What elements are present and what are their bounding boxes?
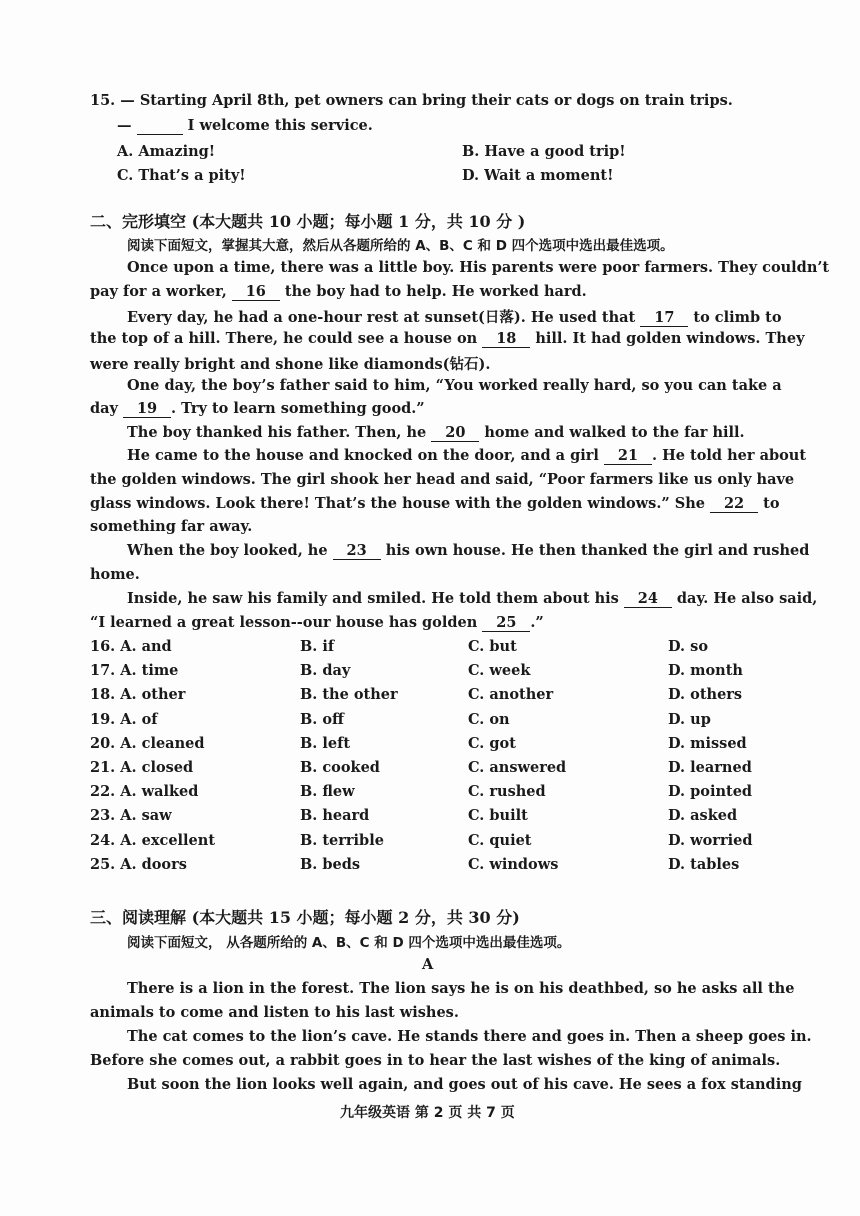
cloze-text: Every day, he had a one-hour rest at sunset(日落). He used that: [127, 309, 636, 326]
blank-25: 25: [482, 614, 530, 632]
cloze-line-13: [127, 542, 810, 560]
cloze-text: He came to the house and knocked on the door, and a girl: [127, 447, 599, 464]
choice-option: B. beds: [300, 855, 361, 873]
choice-option: 25. A. doors: [90, 855, 187, 873]
passage-label: A: [422, 956, 434, 973]
blank-19: 19: [123, 400, 171, 418]
choice-option: B. if: [300, 638, 335, 655]
blank-22: 22: [710, 495, 758, 513]
cloze-text: . He told her about: [651, 447, 807, 464]
cloze-line-12: something far away.: [90, 518, 253, 535]
q15-dash: —: [117, 117, 132, 134]
choice-option: D. pointed: [668, 783, 753, 801]
choice-option: 21. A. closed: [90, 759, 194, 776]
section2-title: 二、完形填空 (本大题共 10 小题；每小题 1 分，共 10 分 ): [90, 212, 526, 231]
cloze-line-14: home.: [90, 566, 140, 583]
cloze-text: day. He also said,: [676, 590, 818, 607]
choice-option: B. cooked: [300, 759, 380, 776]
blank-24: 24: [624, 590, 672, 608]
choice-option: D. others: [668, 686, 743, 704]
cloze-text: glass windows. Look there! That’s the house with the golden windows.” She: [90, 495, 705, 512]
reading-line-4: Before she comes out, a rabbit goes in to hear the last wishes of the king of animals.: [90, 1052, 781, 1069]
choice-option: C. quiet: [468, 831, 532, 849]
blank-20: 20: [431, 424, 479, 442]
section3-instruction: 阅读下面短文， 从各题所给的 A、B、C 和 D 四个选项中选出最佳选项。: [127, 935, 571, 951]
cloze-line-16: [90, 614, 760, 632]
cloze-text: Inside, he saw his family and smiled. He told them about his: [127, 590, 619, 607]
cloze-line-11: [90, 495, 780, 513]
reading-line-5: But soon the lion looks well again, and goes out of his cave. He sees a fox standing: [127, 1076, 802, 1093]
q15-blank: [137, 117, 183, 135]
cloze-line-7: [90, 400, 760, 418]
q15-reply: [117, 117, 373, 135]
choice-option: 17. A. time: [90, 662, 179, 680]
cloze-text: to climb to: [693, 309, 782, 326]
blank-18: 18: [482, 330, 530, 348]
cloze-text: hill. It had golden windows. They: [535, 330, 805, 347]
blank-21: 21: [604, 447, 652, 465]
choice-option: C. got: [468, 734, 516, 752]
cloze-text: The boy thanked his father. Then, he: [127, 424, 427, 441]
cloze-text: home and walked to the far hill.: [484, 424, 745, 441]
cloze-line-1: Once upon a time, there was a little boy. His parents were poor farmers. They couldn’t: [127, 259, 830, 276]
choice-option: C. answered: [468, 759, 567, 776]
cloze-text: to: [763, 495, 780, 512]
cloze-line-8: [127, 424, 797, 442]
blank-23: 23: [333, 542, 381, 560]
choice-option: D. worried: [668, 831, 753, 849]
choice-option: C. week: [468, 662, 531, 680]
choice-option: D. learned: [668, 759, 752, 776]
choice-option: D. up: [668, 710, 711, 728]
cloze-text: day: [90, 400, 118, 417]
choice-option: C. rushed: [468, 783, 546, 801]
q15-option-a: A. Amazing!: [117, 143, 216, 160]
section3-title: 三、阅读理解 (本大题共 15 小题；每小题 2 分，共 30 分): [90, 908, 520, 927]
q15-option-c: C. That’s a pity!: [117, 167, 246, 184]
choice-option: 20. A. cleaned: [90, 734, 205, 752]
reading-line-3: The cat comes to the lion’s cave. He stands there and goes in. Then a sheep goes in.: [127, 1028, 812, 1045]
cloze-text: “I learned a great lesson--our house has golden: [90, 614, 478, 631]
choice-option: B. the other: [300, 686, 398, 704]
cloze-line-4: [90, 330, 805, 348]
cloze-text: pay for a worker,: [90, 283, 227, 300]
choice-option: 24. A. excellent: [90, 831, 216, 849]
choice-option: B. flew: [300, 783, 355, 801]
section2-instruction: 阅读下面短文，掌握其大意，然后从各题所给的 A、B、C 和 D 四个选项中选出最佳选项。: [127, 238, 674, 254]
blank-16: 16: [232, 283, 280, 301]
cloze-line-10: the golden windows. The girl shook her head and said, “Poor farmers like us only have: [90, 471, 795, 488]
choice-option: C. but: [468, 638, 517, 655]
cloze-line-6: One day, the boy’s father said to him, “You worked really hard, so you can take a: [127, 377, 782, 394]
page-footer: 九年级英语 第 2 页 共 7 页: [340, 1105, 515, 1121]
choice-option: 18. A. other: [90, 686, 186, 704]
q15-stem: 15. — Starting April 8th, pet owners can bring their cats or dogs on train trips.: [90, 92, 733, 109]
cloze-line-9: [127, 447, 807, 465]
choice-option: C. another: [468, 686, 554, 704]
cloze-text: the boy had to help. He worked hard.: [284, 283, 587, 300]
choice-option: D. month: [668, 662, 743, 680]
choice-option: D. asked: [668, 807, 738, 825]
choice-option: B. left: [300, 734, 351, 752]
choice-option: D. so: [668, 638, 708, 655]
choice-option: C. on: [468, 710, 510, 728]
choice-option: C. built: [468, 807, 528, 825]
cloze-line-2: [90, 283, 760, 301]
choice-option: 19. A. of: [90, 710, 158, 728]
choice-option: 22. A. walked: [90, 783, 199, 801]
q15-option-d: D. Wait a moment!: [462, 167, 614, 184]
cloze-text: . Try to learn something good.”: [171, 400, 425, 417]
cloze-line-5: were really bright and shone like diamonds(钻石).: [90, 356, 491, 373]
blank-17: 17: [640, 309, 688, 327]
cloze-text: his own house. He then thanked the girl and rushed: [385, 542, 810, 559]
reading-line-1: There is a lion in the forest. The lion says he is on his deathbed, so he asks all the: [127, 980, 795, 997]
choice-option: B. off: [300, 710, 344, 728]
cloze-text: the top of a hill. There, he could see a house on: [90, 330, 478, 347]
cloze-line-15: [127, 590, 818, 608]
cloze-text: When the boy looked, he: [127, 542, 328, 559]
choice-option: C. windows: [468, 855, 559, 873]
q15-option-b: B. Have a good trip!: [462, 143, 626, 160]
q15-reply-text: I welcome this service.: [187, 117, 373, 134]
reading-line-2: animals to come and listen to his last wishes.: [90, 1004, 459, 1021]
choice-option: B. heard: [300, 807, 370, 825]
choice-option: D. tables: [668, 855, 740, 873]
choice-option: 16. A. and: [90, 638, 172, 655]
cloze-line-3: [127, 306, 782, 327]
choice-option: B. terrible: [300, 831, 384, 849]
choice-option: D. missed: [668, 734, 747, 752]
cloze-text: .”: [530, 614, 544, 631]
choice-option: 23. A. saw: [90, 807, 172, 825]
choice-option: B. day: [300, 662, 351, 680]
